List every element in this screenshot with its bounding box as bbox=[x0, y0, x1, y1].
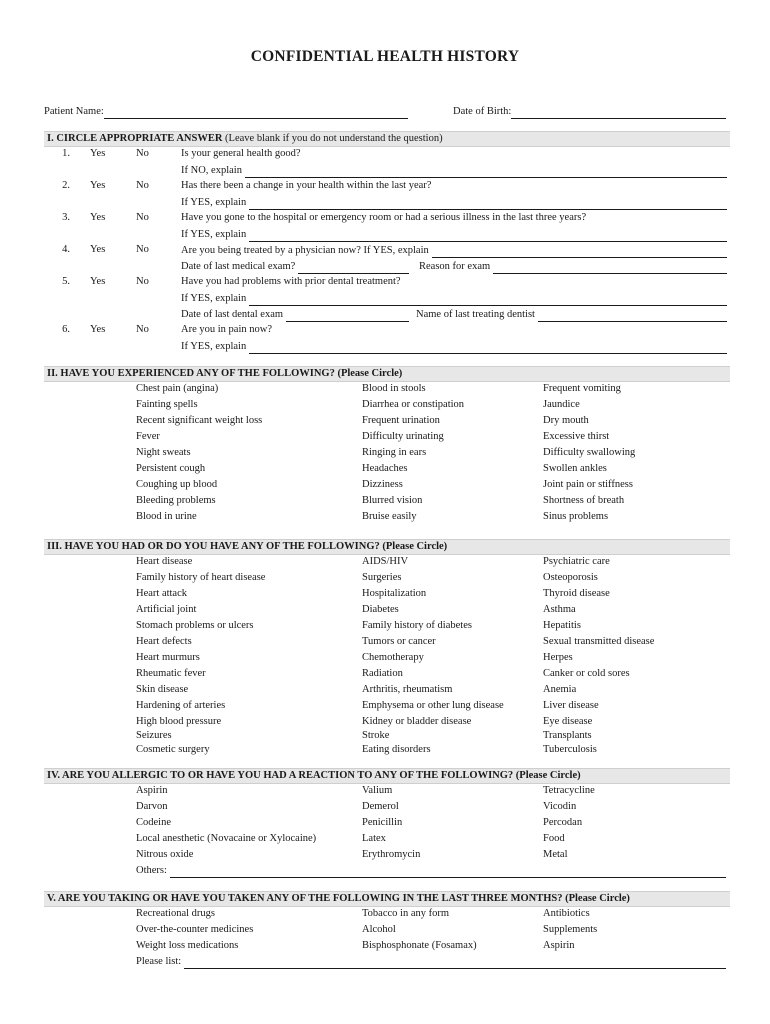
checklist-item[interactable]: Stomach problems or ulcers bbox=[136, 620, 254, 631]
checklist-item[interactable]: Heart disease bbox=[136, 556, 193, 567]
date-field[interactable] bbox=[181, 308, 409, 322]
explain-row bbox=[44, 292, 727, 308]
checklist-item[interactable]: Darvon bbox=[136, 801, 168, 812]
checklist-item[interactable]: Surgeries bbox=[362, 572, 402, 583]
explain-line[interactable] bbox=[245, 166, 727, 178]
section-2-col-3 bbox=[543, 382, 635, 526]
patient-name-field[interactable] bbox=[44, 105, 408, 119]
explain-field[interactable] bbox=[181, 340, 727, 354]
checklist-item[interactable]: Chest pain (angina) bbox=[136, 383, 219, 394]
explain-field[interactable] bbox=[181, 228, 727, 242]
question-row bbox=[44, 276, 727, 292]
yes-option[interactable]: Yes bbox=[90, 244, 106, 255]
section-4-heading: IV. ARE YOU ALLERGIC TO OR HAVE YOU HAD A REACTION TO ANY OF THE FOLLOWING? (Please Circle) bbox=[47, 770, 581, 781]
no-option[interactable]: No bbox=[136, 244, 149, 255]
yes-option[interactable]: Yes bbox=[90, 212, 106, 223]
checklist-item[interactable]: Night sweats bbox=[136, 447, 191, 458]
secondary-line[interactable] bbox=[493, 262, 727, 274]
checklist-item[interactable]: Demerol bbox=[362, 801, 399, 812]
section-1-note: (Leave blank if you do not understand the question) bbox=[225, 133, 443, 144]
checklist-item[interactable]: Blurred vision bbox=[362, 495, 423, 506]
no-option[interactable]: No bbox=[136, 276, 149, 287]
checklist-item[interactable]: Headaches bbox=[362, 463, 408, 474]
checklist-item[interactable]: Valium bbox=[362, 785, 393, 796]
checklist-item[interactable]: Erythromycin bbox=[362, 849, 421, 860]
section-4-col-2 bbox=[362, 784, 420, 864]
others-label: Others: bbox=[136, 865, 167, 876]
question-number: 4. bbox=[62, 244, 70, 255]
question-number: 2. bbox=[62, 180, 70, 191]
checklist-item[interactable]: AIDS/HIV bbox=[362, 556, 409, 567]
section-4-header bbox=[44, 768, 730, 784]
checklist-item[interactable]: Diarrhea or constipation bbox=[362, 399, 465, 410]
checklist-item[interactable]: Tuberculosis bbox=[543, 744, 597, 755]
checklist-item[interactable]: Jaundice bbox=[543, 399, 580, 410]
checklist-item[interactable]: Eating disorders bbox=[362, 744, 431, 755]
patient-name-line[interactable] bbox=[104, 107, 408, 119]
checklist-item[interactable]: Seizures bbox=[136, 730, 172, 741]
checklist-item[interactable]: Tetracycline bbox=[543, 785, 595, 796]
question-number: 6. bbox=[62, 324, 70, 335]
checklist-item[interactable]: Frequent urination bbox=[362, 415, 440, 426]
form-title: CONFIDENTIAL HEALTH HISTORY bbox=[250, 48, 520, 65]
explain-line[interactable] bbox=[249, 342, 727, 354]
question-row bbox=[44, 148, 727, 164]
checklist-item[interactable]: Over-the-counter medicines bbox=[136, 924, 254, 935]
checklist-item[interactable]: Heart murmurs bbox=[136, 652, 200, 663]
checklist-item[interactable]: Canker or cold sores bbox=[543, 668, 630, 679]
checklist-item[interactable]: Heart defects bbox=[136, 636, 192, 647]
date-of-birth-line[interactable] bbox=[511, 107, 726, 119]
no-option[interactable]: No bbox=[136, 212, 149, 223]
checklist-item[interactable]: Radiation bbox=[362, 668, 403, 679]
checklist-item[interactable]: Aspirin bbox=[543, 940, 575, 951]
checklist-item[interactable]: Tobacco in any form bbox=[362, 908, 450, 919]
checklist-item[interactable]: Dizziness bbox=[362, 479, 403, 490]
patient-name-label: Patient Name: bbox=[44, 106, 104, 117]
checklist-item[interactable]: Fainting spells bbox=[136, 399, 198, 410]
checklist-item[interactable]: Arthritis, rheumatism bbox=[362, 684, 453, 695]
date-row bbox=[44, 260, 727, 276]
checklist-item[interactable]: Joint pain or stiffness bbox=[543, 479, 633, 490]
others-line[interactable] bbox=[170, 866, 726, 878]
checklist-item[interactable]: Antibiotics bbox=[543, 908, 590, 919]
checklist-item[interactable]: Supplements bbox=[543, 924, 598, 935]
checklist-item[interactable]: Bisphosphonate (Fosamax) bbox=[362, 940, 477, 951]
section-1-heading: I. CIRCLE APPROPRIATE ANSWER bbox=[47, 133, 223, 144]
checklist-item[interactable]: Bruise easily bbox=[362, 511, 417, 522]
checklist-item[interactable]: Bleeding problems bbox=[136, 495, 216, 506]
question-text: Are you being treated by a physician now? If YES, explain bbox=[181, 245, 429, 256]
checklist-item[interactable]: Blood in stools bbox=[362, 383, 426, 394]
explain-line[interactable] bbox=[432, 246, 727, 258]
date-row bbox=[44, 308, 727, 324]
explain-field[interactable] bbox=[181, 196, 727, 210]
checklist-item[interactable]: Liver disease bbox=[543, 700, 599, 711]
section-5-col-3 bbox=[543, 907, 597, 955]
section-3-heading: III. HAVE YOU HAD OR DO YOU HAVE ANY OF THE FOLLOWING? (Please Circle) bbox=[47, 541, 448, 552]
checklist-item[interactable]: Difficulty swallowing bbox=[543, 447, 636, 458]
checklist-item[interactable]: Latex bbox=[362, 833, 386, 844]
question-number: 1. bbox=[62, 148, 70, 159]
checklist-item[interactable]: Fever bbox=[136, 431, 160, 442]
question-row bbox=[44, 244, 727, 260]
checklist-item[interactable]: Frequent vomiting bbox=[543, 383, 621, 394]
question-text: Are you in pain now? bbox=[181, 324, 272, 335]
date-label: Date of last dental exam bbox=[181, 309, 284, 320]
checklist-item[interactable]: Cosmetic surgery bbox=[136, 744, 210, 755]
checklist-item[interactable]: Coughing up blood bbox=[136, 479, 218, 490]
checklist-item[interactable]: Herpes bbox=[543, 652, 573, 663]
checklist-item[interactable]: Kidney or bladder disease bbox=[362, 716, 472, 727]
checklist-item[interactable]: Difficulty urinating bbox=[362, 431, 444, 442]
explain-line[interactable] bbox=[249, 294, 727, 306]
date-label: Date of last medical exam? bbox=[181, 261, 296, 272]
no-option[interactable]: No bbox=[136, 148, 149, 159]
checklist-item[interactable]: Dry mouth bbox=[543, 415, 589, 426]
checklist-item[interactable]: Family history of diabetes bbox=[362, 620, 472, 631]
please-list-field[interactable] bbox=[136, 955, 726, 969]
checklist-item[interactable]: Local anesthetic (Novacaine or Xylocaine) bbox=[136, 833, 317, 844]
checklist-item[interactable]: Emphysema or other lung disease bbox=[362, 700, 504, 711]
section-2-heading: II. HAVE YOU EXPERIENCED ANY OF THE FOLLOWING? (Please Circle) bbox=[47, 368, 403, 379]
checklist-item[interactable]: Anemia bbox=[543, 684, 577, 695]
question-text: Have you had problems with prior dental treatment? bbox=[181, 276, 401, 287]
checklist-item[interactable]: Sexual transmitted disease bbox=[543, 636, 655, 647]
secondary-label: Reason for exam bbox=[419, 261, 491, 272]
section-3-col-2 bbox=[362, 555, 504, 757]
section-2-col-2 bbox=[362, 382, 464, 526]
section-2-header bbox=[44, 366, 730, 382]
explain-label: If YES, explain bbox=[181, 293, 247, 304]
checklist-item[interactable]: Tumors or cancer bbox=[362, 636, 436, 647]
checklist-item[interactable]: Codeine bbox=[136, 817, 171, 828]
section-5-header bbox=[44, 891, 730, 907]
checklist-item[interactable]: Ringing in ears bbox=[362, 447, 427, 458]
checklist-item[interactable]: Rheumatic fever bbox=[136, 668, 206, 679]
checklist-item[interactable]: Stroke bbox=[362, 730, 390, 741]
explain-line[interactable] bbox=[249, 198, 727, 210]
checklist-item[interactable]: Hospitalization bbox=[362, 588, 427, 599]
others-field[interactable] bbox=[136, 864, 726, 878]
checklist-item[interactable]: Skin disease bbox=[136, 684, 189, 695]
checklist-item[interactable]: Family history of heart disease bbox=[136, 572, 266, 583]
checklist-item[interactable]: Food bbox=[543, 833, 565, 844]
date-line[interactable] bbox=[286, 310, 409, 322]
checklist-item[interactable]: Hardening of arteries bbox=[136, 700, 226, 711]
checklist-item[interactable]: Alcohol bbox=[362, 924, 396, 935]
checklist-item[interactable]: Penicillin bbox=[362, 817, 403, 828]
secondary-line[interactable] bbox=[538, 310, 727, 322]
please-list-line[interactable] bbox=[184, 957, 726, 969]
checklist-item[interactable]: Recent significant weight loss bbox=[136, 415, 263, 426]
no-option[interactable]: No bbox=[136, 180, 149, 191]
checklist-item[interactable]: High blood pressure bbox=[136, 716, 222, 727]
section-3-header bbox=[44, 539, 730, 555]
section-4-col-3 bbox=[543, 784, 595, 864]
explain-label: If YES, explain bbox=[181, 229, 247, 240]
checklist-item[interactable]: Hepatitis bbox=[543, 620, 581, 631]
section-5-heading: V. ARE YOU TAKING OR HAVE YOU TAKEN ANY OF THE FOLLOWING IN THE LAST THREE MONTHS? (Please Circle) bbox=[47, 893, 630, 904]
checklist-item[interactable]: Thyroid disease bbox=[543, 588, 610, 599]
checklist-item[interactable]: Heart attack bbox=[136, 588, 188, 599]
explain-field[interactable] bbox=[181, 164, 727, 178]
checklist-item[interactable]: Recreational drugs bbox=[136, 908, 216, 919]
explain-label: If YES, explain bbox=[181, 197, 247, 208]
date-of-birth-label: Date of Birth: bbox=[453, 106, 512, 117]
question-row bbox=[44, 180, 727, 196]
checklist-item[interactable]: Excessive thirst bbox=[543, 431, 610, 442]
section-5-col-2 bbox=[362, 907, 477, 955]
question-number: 3. bbox=[62, 212, 70, 223]
checklist-item[interactable]: Diabetes bbox=[362, 604, 399, 615]
checklist-item[interactable]: Shortness of breath bbox=[543, 495, 625, 506]
explain-line[interactable] bbox=[249, 230, 727, 242]
date-of-birth-field[interactable] bbox=[453, 105, 726, 119]
section-1-questions bbox=[44, 148, 727, 358]
explain-label: If YES, explain bbox=[181, 341, 247, 352]
checklist-item[interactable]: Transplants bbox=[543, 730, 592, 741]
checklist-item[interactable]: Nitrous oxide bbox=[136, 849, 194, 860]
explain-row bbox=[44, 196, 727, 212]
question-text: Have you gone to the hospital or emergency room or had a serious illness in the last three years? bbox=[181, 212, 587, 223]
checklist-item[interactable]: Osteoporosis bbox=[543, 572, 598, 583]
date-line[interactable] bbox=[298, 262, 409, 274]
checklist-item[interactable]: Eye disease bbox=[543, 716, 593, 727]
yes-option[interactable]: Yes bbox=[90, 276, 106, 287]
explain-row bbox=[44, 340, 727, 356]
section-3-col-1 bbox=[136, 555, 265, 757]
checklist-item[interactable]: Vicodin bbox=[543, 801, 577, 812]
checklist-item[interactable]: Psychiatric care bbox=[543, 556, 610, 567]
yes-option[interactable]: Yes bbox=[90, 324, 106, 335]
section-1-header bbox=[44, 131, 730, 147]
question-text: Is your general health good? bbox=[181, 148, 301, 159]
checklist-item[interactable]: Aspirin bbox=[136, 785, 168, 796]
explain-field[interactable] bbox=[181, 292, 727, 306]
explain-row bbox=[44, 164, 727, 180]
date-field[interactable] bbox=[181, 260, 409, 274]
yes-option[interactable]: Yes bbox=[90, 180, 106, 191]
secondary-field[interactable] bbox=[416, 308, 727, 322]
checklist-item[interactable]: Metal bbox=[543, 849, 568, 860]
checklist-item[interactable]: Chemotherapy bbox=[362, 652, 424, 663]
checklist-item[interactable]: Swollen ankles bbox=[543, 463, 607, 474]
yes-option[interactable]: Yes bbox=[90, 148, 106, 159]
checklist-item[interactable]: Percodan bbox=[543, 817, 583, 828]
section-4-col-1 bbox=[136, 784, 316, 864]
question-row bbox=[44, 324, 727, 340]
please-list-label: Please list: bbox=[136, 956, 182, 967]
checklist-item[interactable]: Artificial joint bbox=[136, 604, 197, 615]
checklist-item[interactable]: Blood in urine bbox=[136, 511, 197, 522]
question-row bbox=[44, 212, 727, 228]
question-text: Has there been a change in your health within the last year? bbox=[181, 180, 432, 191]
section-2-col-1 bbox=[136, 382, 262, 526]
checklist-item[interactable]: Persistent cough bbox=[136, 463, 206, 474]
no-option[interactable]: No bbox=[136, 324, 149, 335]
question-number: 5. bbox=[62, 276, 70, 287]
checklist-item[interactable]: Weight loss medications bbox=[136, 940, 239, 951]
checklist-item[interactable]: Asthma bbox=[543, 604, 576, 615]
secondary-field[interactable] bbox=[419, 260, 727, 274]
question-text-field[interactable] bbox=[181, 244, 727, 258]
checklist-item[interactable]: Sinus problems bbox=[543, 511, 609, 522]
secondary-label: Name of last treating dentist bbox=[416, 309, 535, 320]
explain-label: If NO, explain bbox=[181, 165, 242, 176]
section-3-col-3 bbox=[543, 555, 654, 757]
section-5-col-1 bbox=[136, 907, 253, 955]
explain-row bbox=[44, 228, 727, 244]
